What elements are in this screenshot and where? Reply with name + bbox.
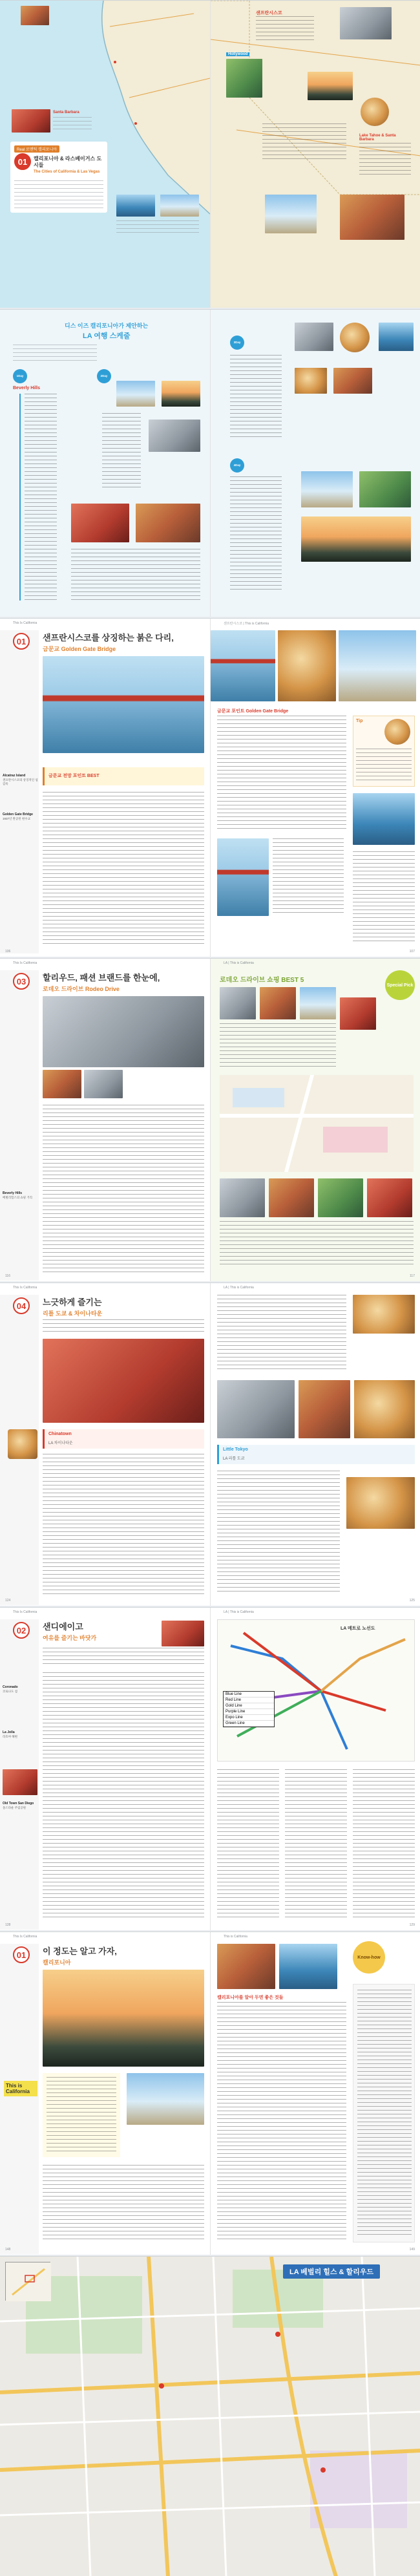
running-header: This Is California: [13, 961, 37, 965]
photo-ramen: [346, 1477, 415, 1529]
article-title-en: The Cities of California & Las Vegas: [34, 170, 100, 174]
running-header: LA | This is California: [224, 1286, 254, 1290]
info-card-2: [217, 1445, 415, 1464]
route-stops-2: [102, 413, 141, 491]
article-number: 04: [13, 1297, 30, 1314]
day-badge-3: 3Day: [230, 335, 244, 350]
intro-card: [10, 142, 107, 213]
page-number-left: 128: [5, 1923, 11, 1927]
side-info-1-body: 코로나도 섬: [3, 1690, 17, 1693]
la-street-map: [0, 2257, 420, 2576]
spread-this-is-california: [0, 1932, 420, 2255]
article-subtitle: 여유를 즐기는 바닷가: [43, 1635, 97, 1641]
article-number: 01: [13, 1946, 30, 1963]
photo-shop-3: [300, 987, 336, 1019]
page-left: [0, 310, 210, 617]
page-right: [210, 1283, 420, 1606]
page-left: [0, 1, 210, 308]
article-title: 샌프란시스코를 상징하는 붉은 다리,: [43, 633, 174, 643]
route-stops-4: [230, 355, 282, 439]
photo-street: [84, 1070, 123, 1098]
section-heading: 로데오 드라이브 쇼핑 BEST 5: [220, 977, 304, 984]
body-text: [43, 1105, 204, 1273]
sidebar: [0, 1944, 39, 2254]
column-3: [353, 1769, 415, 1918]
photo-observatory: [301, 471, 353, 507]
photo-store: [43, 1070, 81, 1098]
page-right: [210, 1608, 420, 1930]
side-info: [3, 1191, 39, 1200]
side-info-1-body: 샌프란시스코의 상징적인 섬 감옥: [3, 778, 38, 786]
body-text-2: [217, 1471, 340, 1593]
page-number-left: 116: [5, 1274, 10, 1278]
body-text: [43, 1454, 204, 1596]
photo-shop-8: [367, 1178, 412, 1217]
column-1: [217, 1769, 279, 1918]
metro-legend: [223, 1691, 275, 1727]
photo-tram: [12, 109, 50, 133]
map-block-2: [323, 1127, 388, 1153]
side-info-1: [3, 1685, 39, 1694]
page-right: [210, 959, 420, 1281]
photo-shop-6: [269, 1178, 314, 1217]
desc-block: [262, 123, 346, 162]
section-heading: 캘리포니아를 알아 두면 좋은 것들: [217, 1996, 284, 2000]
photo-trolley: [162, 1621, 204, 1646]
photo-shop-7: [318, 1178, 363, 1217]
list-lines: [47, 2077, 116, 2153]
photo-coast: [379, 323, 414, 351]
legend-item: Expo Line: [224, 1715, 274, 1721]
article-title: 느긋하게 즐기는: [43, 1297, 102, 1307]
side-info-2: [3, 1730, 39, 1739]
page-number-left: 124: [5, 1599, 11, 1602]
side-text: [353, 851, 415, 942]
spread-rodeo-drive: [0, 958, 420, 1281]
card-body: [256, 16, 314, 42]
photo-dumplings: [8, 1429, 37, 1459]
photo-pier: [160, 195, 199, 217]
side-info-1-title: Coronado: [3, 1685, 18, 1689]
running-header: LA | This is California: [224, 1610, 254, 1614]
card-title: 샌프란시스코: [256, 11, 282, 16]
photo-dish: [340, 323, 370, 352]
photo-bay: [116, 195, 155, 217]
side-info-2: [3, 813, 39, 821]
photo-sunset: [308, 72, 353, 100]
route-title: Beverly Hills: [13, 386, 41, 390]
running-header: This Is California: [13, 1286, 37, 1290]
photo-city: [340, 7, 392, 39]
info-card-2-title: Little Tokyo: [223, 1447, 248, 1452]
photo-market: [71, 504, 129, 542]
photo-shop-5: [220, 1178, 265, 1217]
spread-golden-gate: [0, 618, 420, 957]
article-subtitle: 캘리포니아: [43, 1959, 71, 1966]
legend-item: Purple Line: [224, 1709, 274, 1715]
schedule-heading-1: 디스 이즈 캘리포니아가 제안하는: [65, 323, 149, 329]
schedule-intro: [13, 345, 97, 363]
inset-box: [43, 767, 204, 785]
article-title: 캘리포니아 & 라스베이거스 도시들: [34, 156, 102, 168]
photo-3day: [295, 323, 333, 351]
photo-shop-2: [260, 987, 296, 1019]
inset-title: 금문교 전망 포인트 BEST: [48, 774, 100, 778]
body-text: [43, 1672, 204, 1918]
photo-fort: [353, 793, 415, 845]
info-card-2-body: LA 리틀 도쿄: [223, 1457, 245, 1461]
photo-interior: [333, 368, 372, 394]
side-info-3-body: 올드타운 주립공원: [3, 1806, 26, 1809]
photo-hollywood: [226, 59, 262, 98]
route-stops-5: [230, 476, 282, 593]
side-info-2-title: La Jolla: [3, 1730, 15, 1734]
spread-san-diego: [0, 1607, 420, 1930]
photo-rodeo: [43, 996, 204, 1067]
photo-museum: [136, 504, 200, 542]
running-header: This Is California: [13, 1610, 37, 1614]
shop-captions-2: [220, 1221, 414, 1266]
side-info-title: Beverly Hills: [3, 1191, 23, 1195]
body-text: [43, 792, 204, 947]
article-number: 02: [13, 1622, 30, 1639]
spread-little-tokyo: [0, 1283, 420, 1606]
body-text: [217, 2002, 346, 2241]
map-title: LA 베벌리 힐스 & 할리우드: [283, 2264, 380, 2279]
body-text: [43, 2165, 204, 2242]
body-text: [217, 716, 346, 832]
photo-palms: [43, 1970, 204, 2067]
card-subtitle: Hollywood: [226, 52, 249, 56]
special-pick-sticker: Special Pick: [385, 970, 415, 1000]
photo-food: [361, 98, 389, 126]
running-header: This is California: [224, 1935, 247, 1939]
tip-text: [356, 749, 412, 783]
dest-desc: [53, 117, 92, 131]
article-subtitle: 금문교 Golden Gate Bridge: [43, 646, 116, 652]
photo-gate: [43, 1339, 204, 1423]
page-left: [0, 1932, 210, 2255]
map-inset: [5, 2262, 50, 2301]
side-info-1: [3, 774, 39, 787]
day-badge-4: 4Day: [230, 458, 244, 473]
map-road-1: [220, 1114, 414, 1118]
article-subtitle: 리틀 도쿄 & 차이나타운: [43, 1310, 103, 1317]
inset-map: [6, 2262, 51, 2301]
article-subtitle: 로데오 드라이브 Rodeo Drive: [43, 986, 120, 992]
page-number-right: 125: [409, 1599, 415, 1602]
photo-vegas: [340, 195, 404, 240]
tip-label: Tip: [356, 719, 363, 723]
page-right: [210, 619, 420, 957]
article-number: 01: [14, 153, 31, 170]
photo-noodle: [353, 1295, 415, 1334]
photo-flag: [127, 2073, 204, 2125]
series-tag: Real 로맨틱 캘리포니아: [14, 145, 59, 153]
photo-shrine: [217, 1380, 295, 1438]
article-title: 샌디에이고: [43, 1622, 83, 1632]
caption: [273, 838, 344, 916]
page-number-right: 107: [409, 950, 415, 953]
running-header: 샌프란시스코 | This is California: [224, 622, 269, 626]
side-info-3-title: Old Town San Diego: [3, 1802, 34, 1805]
page-right: [210, 1932, 420, 2255]
sidebar: [0, 970, 39, 1281]
photo-garden: [359, 471, 411, 507]
photo-mission: [217, 1944, 275, 1989]
metro-map: [217, 1619, 415, 1762]
article-title: 이 정도는 알고 가자,: [43, 1946, 117, 1956]
spread-california-map: [0, 0, 420, 308]
running-header: This Is California: [13, 1935, 37, 1939]
body-text: [217, 1295, 346, 1372]
note-lines: [357, 1990, 412, 2235]
photo-lantern: [299, 1380, 350, 1438]
page-left: [0, 1608, 210, 1930]
side-info-2-title: Golden Gate Bridge: [3, 813, 33, 816]
photo-bridge-3: [217, 838, 269, 916]
shop-captions: [220, 1023, 336, 1069]
page-number-left: 106: [5, 950, 11, 953]
photo-desert: [265, 195, 317, 233]
column-2: [285, 1769, 347, 1918]
page-left: [0, 619, 210, 957]
yellow-side-label: This is California: [4, 2081, 37, 2096]
photo-sushi: [354, 1380, 415, 1438]
list-box: [43, 2073, 120, 2157]
photo-sign: [301, 516, 411, 562]
intro-text: [43, 1319, 204, 1335]
legend-item: Red Line: [224, 1698, 274, 1703]
spread-la-schedule: [0, 309, 420, 617]
sidebar: [0, 630, 39, 953]
metro-map-note: LA 메트로 노선도: [341, 1626, 375, 1631]
photo-santa-barbara: [21, 6, 49, 25]
running-header: This Is California: [13, 621, 37, 625]
map-road-2: [284, 1075, 314, 1172]
page-number-right: 117: [410, 1274, 415, 1278]
dest-label: Santa Barbara: [53, 111, 79, 114]
page-left: [0, 1283, 210, 1606]
caption-bay: [116, 220, 199, 236]
page-number-left: 148: [5, 2248, 11, 2251]
body-heading: 금문교 포인트 Golden Gate Bridge: [217, 709, 289, 714]
photo-street: [162, 381, 200, 407]
running-header: LA | This is California: [224, 961, 254, 965]
photo-train: [3, 1769, 37, 1795]
article-number: 01: [13, 633, 30, 650]
schedule-heading-2: LA 여행 스케줄: [83, 332, 131, 340]
photo-skyline: [339, 630, 416, 701]
photo-shop-1: [220, 987, 256, 1019]
side-info-2-body: 라호야 해변: [3, 1735, 17, 1738]
photo-hall: [149, 420, 200, 452]
page-number-right: 149: [409, 2248, 415, 2251]
page-right: [210, 1, 420, 308]
intro-text: [43, 1648, 204, 1667]
shopping-map: [220, 1075, 414, 1172]
page-number-right: 129: [409, 1923, 415, 1927]
callout: Lake Tahoe & Santa Barbara: [359, 134, 396, 142]
legend-item: Green Line: [224, 1721, 274, 1727]
page-right: [210, 310, 420, 617]
photo-golden-gate: [43, 656, 204, 753]
info-card-1: [43, 1429, 204, 1449]
photo-bridge-2: [211, 630, 275, 701]
legend-item: Gold Line: [224, 1703, 274, 1709]
day-badge-1: 1Day: [13, 369, 27, 383]
route-stops-1: [25, 394, 57, 601]
side-info-1-title: Alcatraz Island: [3, 774, 26, 778]
article-intro: [14, 180, 103, 209]
info-card-1-title: Chinatown: [48, 1432, 72, 1436]
callout-body: [359, 143, 411, 175]
photo-beach: [116, 381, 155, 407]
spread-la-map: [0, 2256, 420, 2576]
photo-seal: [278, 630, 336, 701]
photo-ocean: [279, 1944, 337, 1989]
side-info-2-body: 1937년 완공된 현수교: [3, 817, 30, 820]
tip-box: [353, 716, 415, 787]
page-left: [0, 959, 210, 1281]
info-card-1-body: LA 차이나타운: [48, 1442, 73, 1445]
day-badge-2: 2Day: [97, 369, 111, 383]
route-stops-3: [71, 549, 200, 601]
photo-burger: [295, 368, 327, 394]
photo-shop-4: [340, 997, 376, 1030]
map-block-1: [233, 1088, 284, 1107]
route-line: [19, 394, 21, 601]
side-info-3: [3, 1802, 39, 1810]
article-title: 할리우드, 패션 브랜드를 한눈에,: [43, 973, 160, 983]
article-number: 03: [13, 973, 30, 990]
side-info-body: 베벌리힐스의 쇼핑 거리: [3, 1196, 32, 1199]
legend-item: Blue Line: [224, 1692, 274, 1698]
photo-chowder: [384, 719, 410, 745]
know-how-sticker: Know-how: [353, 1941, 385, 1974]
note-box: [353, 1984, 415, 2242]
